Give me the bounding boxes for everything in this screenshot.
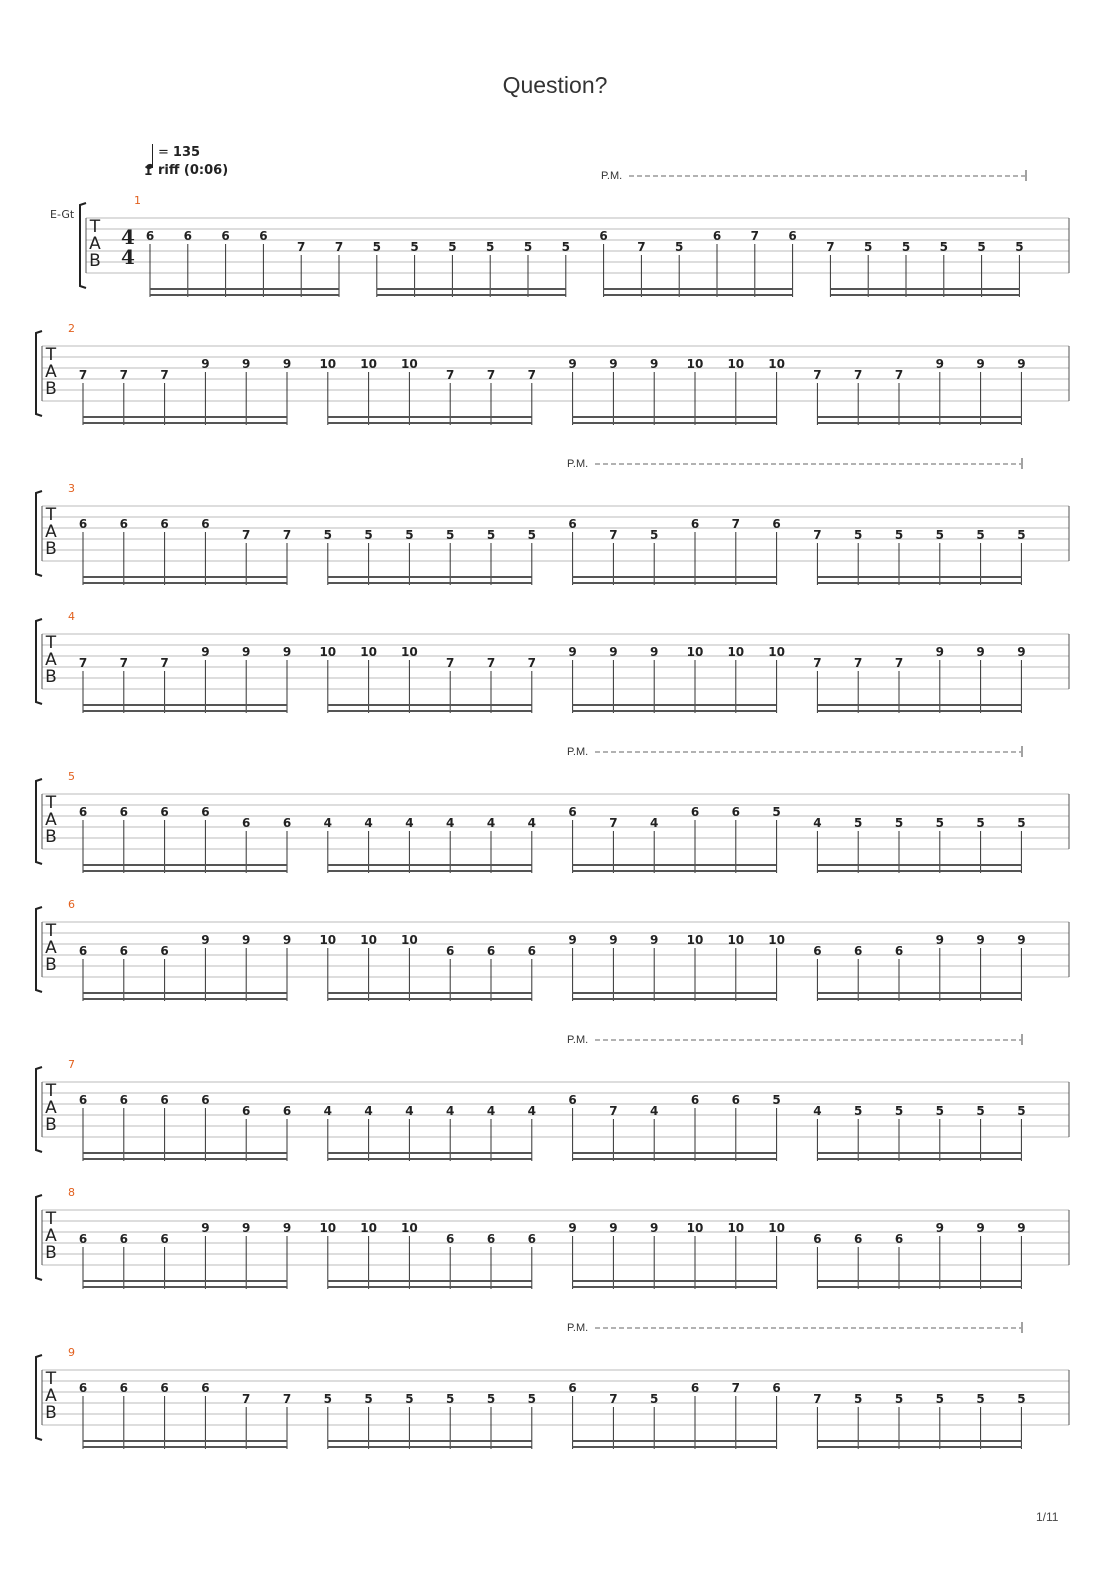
fret-number: 5 <box>864 240 873 254</box>
fret-number: 5 <box>854 528 863 542</box>
fret-number: 4 <box>813 1104 822 1118</box>
tab-clef-letter: B <box>89 251 101 271</box>
tab-clef-letter: B <box>45 539 57 559</box>
fret-number: 7 <box>894 368 904 382</box>
section-label: riff (0:06) <box>158 163 229 178</box>
fret-number: 6 <box>119 1093 128 1107</box>
fret-number: 6 <box>160 1232 169 1246</box>
fret-number: 6 <box>145 229 155 243</box>
fret-number: 10 <box>686 1221 704 1235</box>
fret-number: 5 <box>935 528 944 542</box>
fret-number: 6 <box>119 1232 128 1246</box>
tab-clef-letter: A <box>45 650 57 670</box>
system-bracket <box>36 1067 42 1152</box>
system <box>36 1322 1069 1449</box>
fret-number: 5 <box>486 528 496 542</box>
fret-number: 9 <box>650 1221 659 1235</box>
fret-number: 7 <box>160 368 169 382</box>
measure-number: 5 <box>68 770 75 783</box>
fret-number: 10 <box>686 357 704 371</box>
fret-number: 10 <box>401 1221 418 1235</box>
fret-number: 10 <box>360 933 377 947</box>
fret-number: 9 <box>976 357 985 371</box>
palm-mute-label: P.M. <box>567 1322 589 1334</box>
fret-number: 5 <box>854 1392 863 1406</box>
fret-number: 10 <box>360 645 377 659</box>
fret-number: 9 <box>282 933 292 947</box>
fret-number: 9 <box>568 357 577 371</box>
system <box>36 1034 1069 1161</box>
measure-number: 3 <box>68 482 75 495</box>
measure-number: 6 <box>68 898 75 911</box>
fret-number: 7 <box>813 528 822 542</box>
system-bracket <box>36 1195 42 1280</box>
system <box>36 458 1069 585</box>
fret-number: 5 <box>854 816 863 830</box>
fret-number: 5 <box>486 240 495 254</box>
instrument-name: E-Gt <box>50 208 75 221</box>
fret-number: 9 <box>1017 933 1026 947</box>
fret-number: 5 <box>935 1104 944 1118</box>
fret-number: 6 <box>446 1232 455 1246</box>
fret-number: 10 <box>768 933 785 947</box>
fret-number: 4 <box>650 1104 659 1118</box>
fret-number: 9 <box>568 645 577 659</box>
fret-number: 6 <box>690 805 700 819</box>
fret-number: 10 <box>686 645 704 659</box>
fret-number: 6 <box>894 1232 904 1246</box>
system <box>36 610 1069 713</box>
section-marker: 1 <box>144 164 153 178</box>
palm-mute-label: P.M. <box>567 1034 589 1046</box>
tab-clef-letter: B <box>45 1115 57 1135</box>
fret-number: 7 <box>119 656 128 670</box>
fret-number: 4 <box>364 1104 373 1118</box>
fret-number: 10 <box>686 933 704 947</box>
fret-number: 10 <box>319 357 337 371</box>
fret-number: 6 <box>772 1381 781 1395</box>
measure-number: 2 <box>68 322 75 335</box>
fret-number: 5 <box>448 240 457 254</box>
tab-clef-letter: T <box>89 217 101 237</box>
fret-number: 6 <box>183 229 192 243</box>
fret-number: 7 <box>609 1392 618 1406</box>
fret-number: 9 <box>201 645 210 659</box>
fret-number: 10 <box>727 933 745 947</box>
fret-number: 5 <box>894 816 904 830</box>
fret-number: 6 <box>690 517 700 531</box>
fret-number: 6 <box>201 517 210 531</box>
fret-number: 9 <box>650 357 659 371</box>
fret-number: 9 <box>201 357 210 371</box>
fret-number: 5 <box>523 240 533 254</box>
fret-number: 7 <box>242 1392 251 1406</box>
fret-number: 9 <box>935 1221 944 1235</box>
fret-number: 4 <box>813 816 822 830</box>
fret-number: 7 <box>609 1104 618 1118</box>
tab-clef-letter: B <box>45 379 57 399</box>
tab-clef-letter: A <box>45 362 57 382</box>
fret-number: 4 <box>405 816 414 830</box>
fret-number: 5 <box>772 1093 781 1107</box>
fret-number: 4 <box>486 816 496 830</box>
fret-number: 4 <box>527 816 536 830</box>
tab-clef-letter: A <box>45 522 57 542</box>
fret-number: 5 <box>527 1392 536 1406</box>
fret-number: 9 <box>976 933 985 947</box>
fret-number: 5 <box>650 1392 659 1406</box>
fret-number: 6 <box>160 1093 169 1107</box>
fret-number: 7 <box>282 528 292 542</box>
system <box>36 322 1069 425</box>
page-number: 1/11 <box>1036 1510 1059 1524</box>
fret-number: 6 <box>201 1381 210 1395</box>
fret-number: 6 <box>78 944 88 958</box>
fret-number: 6 <box>599 229 608 243</box>
fret-number: 6 <box>242 816 251 830</box>
fret-number: 9 <box>282 1221 292 1235</box>
fret-number: 5 <box>894 1104 904 1118</box>
fret-number: 9 <box>609 933 618 947</box>
fret-number: 6 <box>201 805 210 819</box>
fret-number: 10 <box>401 357 418 371</box>
fret-number: 5 <box>675 240 684 254</box>
system-bracket <box>36 1355 42 1440</box>
fret-number: 7 <box>813 1392 822 1406</box>
fret-number: 6 <box>854 1232 863 1246</box>
fret-number: 5 <box>486 1392 496 1406</box>
palm-mute-label: P.M. <box>567 746 589 758</box>
system-bracket <box>80 203 86 288</box>
fret-number: 7 <box>813 368 822 382</box>
system <box>36 746 1069 873</box>
fret-number: 10 <box>727 357 745 371</box>
fret-number: 9 <box>650 933 659 947</box>
tab-clef-letter: T <box>45 1369 57 1389</box>
fret-number: 7 <box>334 240 344 254</box>
fret-number: 5 <box>1017 1392 1026 1406</box>
fret-number: 6 <box>78 1232 88 1246</box>
fret-number: 9 <box>935 645 944 659</box>
fret-number: 6 <box>201 1093 210 1107</box>
fret-number: 9 <box>935 933 944 947</box>
system <box>80 170 1069 297</box>
fret-number: 5 <box>364 1392 373 1406</box>
fret-number: 5 <box>1017 528 1026 542</box>
tab-clef-letter: B <box>45 1403 57 1423</box>
tab-clef-letter: A <box>45 938 57 958</box>
tab-clef-letter: T <box>45 345 57 365</box>
fret-number: 5 <box>901 240 911 254</box>
palm-mute-label: P.M. <box>601 170 623 182</box>
fret-number: 7 <box>731 1381 740 1395</box>
fret-number: 6 <box>527 944 536 958</box>
system-bracket <box>36 331 42 416</box>
fret-number: 5 <box>976 816 985 830</box>
fret-number: 6 <box>813 944 822 958</box>
tab-clef-letter: A <box>45 1386 57 1406</box>
fret-number: 9 <box>201 933 210 947</box>
fret-number: 5 <box>894 1392 904 1406</box>
fret-number: 6 <box>690 1381 700 1395</box>
fret-number: 5 <box>561 240 570 254</box>
fret-number: 5 <box>977 240 986 254</box>
time-signature-top: 4 <box>121 225 135 249</box>
fret-number: 5 <box>935 816 944 830</box>
fret-number: 10 <box>360 357 377 371</box>
fret-number: 6 <box>221 229 230 243</box>
fret-number: 5 <box>405 528 414 542</box>
fret-number: 5 <box>405 1392 414 1406</box>
fret-number: 10 <box>768 357 785 371</box>
system <box>36 898 1069 1001</box>
fret-number: 5 <box>364 528 373 542</box>
fret-number: 7 <box>854 368 863 382</box>
fret-number: 10 <box>768 645 785 659</box>
fret-number: 7 <box>826 240 835 254</box>
fret-number: 9 <box>609 645 618 659</box>
tab-clef-letter: B <box>45 1243 57 1263</box>
fret-number: 6 <box>568 517 577 531</box>
fret-number: 6 <box>788 229 797 243</box>
tab-clef-letter: T <box>45 1081 57 1101</box>
tab-clef-letter: B <box>45 667 57 687</box>
fret-number: 6 <box>527 1232 536 1246</box>
fret-number: 4 <box>364 816 373 830</box>
tab-clef-letter: T <box>45 633 57 653</box>
fret-number: 7 <box>446 368 455 382</box>
fret-number: 6 <box>78 1093 88 1107</box>
fret-number: 6 <box>568 1093 577 1107</box>
fret-number: 5 <box>935 1392 944 1406</box>
fret-number: 7 <box>609 528 618 542</box>
measure-number: 4 <box>68 610 75 623</box>
fret-number: 6 <box>690 1093 700 1107</box>
tab-clef-letter: T <box>45 921 57 941</box>
system-bracket <box>36 779 42 864</box>
fret-number: 6 <box>160 517 169 531</box>
fret-number: 9 <box>242 357 251 371</box>
fret-number: 7 <box>282 1392 292 1406</box>
fret-number: 9 <box>609 1221 618 1235</box>
fret-number: 6 <box>772 517 781 531</box>
fret-number: 7 <box>446 656 455 670</box>
tab-clef-letter: T <box>45 793 57 813</box>
measure-number: 8 <box>68 1186 75 1199</box>
fret-number: 6 <box>731 1093 740 1107</box>
fret-number: 7 <box>486 368 496 382</box>
fret-number: 7 <box>160 656 169 670</box>
fret-number: 5 <box>894 528 904 542</box>
fret-number: 5 <box>446 528 455 542</box>
fret-number: 5 <box>527 528 536 542</box>
fret-number: 5 <box>323 528 332 542</box>
fret-number: 4 <box>527 1104 536 1118</box>
fret-number: 5 <box>772 805 781 819</box>
fret-number: 7 <box>297 240 306 254</box>
fret-number: 6 <box>854 944 863 958</box>
fret-number: 6 <box>282 1104 292 1118</box>
fret-number: 9 <box>568 933 577 947</box>
fret-number: 5 <box>1017 816 1026 830</box>
fret-number: 9 <box>1017 645 1026 659</box>
fret-number: 6 <box>119 805 128 819</box>
fret-number: 5 <box>323 1392 332 1406</box>
fret-number: 10 <box>319 1221 337 1235</box>
fret-number: 4 <box>650 816 659 830</box>
fret-number: 6 <box>78 517 88 531</box>
fret-number: 10 <box>401 645 418 659</box>
fret-number: 6 <box>78 1381 88 1395</box>
fret-number: 6 <box>486 1232 496 1246</box>
fret-number: 5 <box>976 528 985 542</box>
tab-clef-letter: B <box>45 955 57 975</box>
fret-number: 5 <box>650 528 659 542</box>
measure-number: 9 <box>68 1346 75 1359</box>
fret-number: 5 <box>446 1392 455 1406</box>
system-bracket <box>36 907 42 992</box>
fret-number: 10 <box>360 1221 377 1235</box>
fret-number: 6 <box>259 229 268 243</box>
fret-number: 6 <box>119 944 128 958</box>
fret-number: 6 <box>160 805 169 819</box>
fret-number: 9 <box>976 1221 985 1235</box>
fret-number: 6 <box>119 517 128 531</box>
tab-clef-letter: B <box>45 827 57 847</box>
fret-number: 10 <box>768 1221 785 1235</box>
fret-number: 9 <box>242 933 251 947</box>
fret-number: 6 <box>712 229 722 243</box>
fret-number: 6 <box>160 1381 169 1395</box>
fret-number: 6 <box>119 1381 128 1395</box>
fret-number: 9 <box>976 645 985 659</box>
tab-clef-letter: A <box>45 1098 57 1118</box>
fret-number: 10 <box>401 933 418 947</box>
fret-number: 5 <box>939 240 948 254</box>
fret-number: 7 <box>894 656 904 670</box>
fret-number: 7 <box>527 656 536 670</box>
tempo-bpm: = 135 <box>158 145 201 160</box>
fret-number: 4 <box>323 1104 332 1118</box>
fret-number: 4 <box>446 1104 455 1118</box>
fret-number: 5 <box>410 240 419 254</box>
fret-number: 6 <box>282 816 292 830</box>
measure-number: 7 <box>68 1058 75 1071</box>
system-bracket <box>36 619 42 704</box>
fret-number: 9 <box>1017 1221 1026 1235</box>
fret-number: 9 <box>242 645 251 659</box>
measure-number: 1 <box>134 194 141 207</box>
fret-number: 6 <box>446 944 455 958</box>
fret-number: 4 <box>405 1104 414 1118</box>
fret-number: 6 <box>731 805 740 819</box>
fret-number: 5 <box>1017 1104 1026 1118</box>
fret-number: 9 <box>935 357 944 371</box>
fret-number: 9 <box>609 357 618 371</box>
fret-number: 5 <box>372 240 381 254</box>
fret-number: 9 <box>201 1221 210 1235</box>
fret-number: 4 <box>486 1104 496 1118</box>
fret-number: 7 <box>119 368 128 382</box>
fret-number: 4 <box>323 816 332 830</box>
fret-number: 6 <box>894 944 904 958</box>
fret-number: 5 <box>976 1392 985 1406</box>
tab-clef-letter: T <box>45 505 57 525</box>
fret-number: 7 <box>609 816 618 830</box>
system-bracket <box>36 491 42 576</box>
fret-number: 6 <box>242 1104 251 1118</box>
fret-number: 10 <box>727 645 745 659</box>
tab-clef-letter: T <box>45 1209 57 1229</box>
fret-number: 6 <box>813 1232 822 1246</box>
fret-number: 5 <box>854 1104 863 1118</box>
fret-number: 7 <box>242 528 251 542</box>
fret-number: 10 <box>319 645 337 659</box>
system <box>36 1186 1069 1289</box>
fret-number: 7 <box>854 656 863 670</box>
fret-number: 5 <box>1015 240 1024 254</box>
fret-number: 7 <box>486 656 496 670</box>
fret-number: 6 <box>78 805 88 819</box>
fret-number: 9 <box>568 1221 577 1235</box>
palm-mute-label: P.M. <box>567 458 589 470</box>
fret-number: 9 <box>1017 357 1026 371</box>
score-title: Question? <box>502 72 608 98</box>
fret-number: 9 <box>650 645 659 659</box>
fret-number: 4 <box>446 816 455 830</box>
fret-number: 10 <box>319 933 337 947</box>
fret-number: 6 <box>568 805 577 819</box>
fret-number: 7 <box>78 656 88 670</box>
time-signature-bottom: 4 <box>121 245 135 269</box>
tab-clef-letter: A <box>45 1226 57 1246</box>
tab-clef-letter: A <box>45 810 57 830</box>
fret-number: 5 <box>976 1104 985 1118</box>
fret-number: 9 <box>242 1221 251 1235</box>
tab-clef-letter: A <box>89 234 101 254</box>
fret-number: 9 <box>282 645 292 659</box>
fret-number: 7 <box>750 229 759 243</box>
fret-number: 6 <box>486 944 496 958</box>
fret-number: 7 <box>731 517 740 531</box>
fret-number: 7 <box>813 656 822 670</box>
fret-number: 9 <box>282 357 292 371</box>
fret-number: 6 <box>568 1381 577 1395</box>
fret-number: 7 <box>637 240 646 254</box>
fret-number: 6 <box>160 944 169 958</box>
fret-number: 7 <box>78 368 88 382</box>
fret-number: 7 <box>527 368 536 382</box>
fret-number: 10 <box>727 1221 745 1235</box>
